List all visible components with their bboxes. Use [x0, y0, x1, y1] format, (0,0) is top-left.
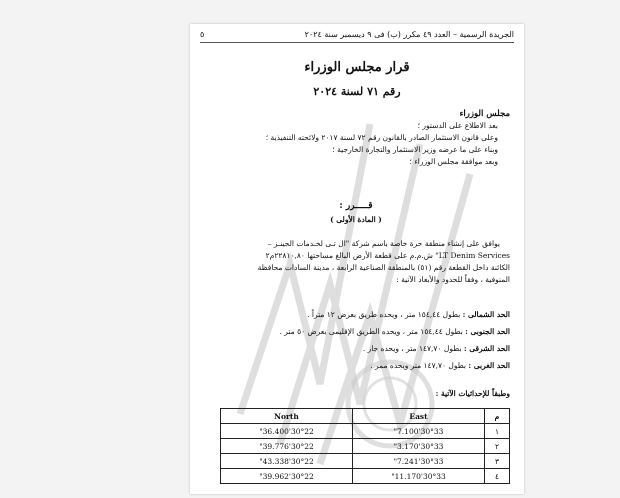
preamble-line: وبعد موافقة مجلس الوزراء ؛: [409, 157, 498, 166]
col-east-header: East: [353, 409, 485, 424]
preamble-line: وعلى قانون الاستثمار الصادر بالقانون رقم ٧٢ لسنة ٢٠١٧ ولائحته التنفيذية ؛: [265, 133, 498, 142]
paragraph-line: يوافق على إنشاء منطقة حرة خاصة باسم شركة "ال تـى لخـدمات الجينـز –: [267, 239, 500, 248]
boundary-east: الحد الشرقى : بطول ١٤٧,٧٠ متر ، ويحده جار .: [362, 344, 510, 353]
boundary-west: الحد الغربى : بطول ١٤٧,٧٠ متر ويحده ممر .: [370, 361, 510, 370]
boundary-north: الحد الشمالى : بطول ١٥٤,٤٤ متر ، ويحده طريق بعرض ١٢ متراً .: [307, 310, 510, 319]
preamble-line: بعد الاطلاع على الدستور ؛: [417, 121, 498, 130]
paragraph-line: الكائنة داخل القطعة رقم (٥١) بالمنطقة الصناعية الرابعة ، مدينة السادات محافظة: [257, 263, 510, 272]
preamble: [202, 108, 510, 168]
journal-title: الجريدة الرسمية – العدد ٤٩ مكرر (ب) فى ٩ ديسمبر سنة ٢٠٢٤: [304, 30, 514, 39]
article-paragraph: [202, 238, 510, 286]
page-number: ٥: [200, 30, 205, 39]
decree-number: رقم ٧١ لسنة ٢٠٢٤: [313, 85, 401, 98]
boundary-south: الحد الجنوبى : بطول ١٥٤,٤٤ متر ، ويحده الطريق الإقليمى بعرض ٥٠ متر .: [279, 327, 510, 336]
journal-header: [200, 30, 514, 43]
table-row: ٢ 30°33'3.170" 30°22'39.776": [221, 439, 510, 454]
table-header-row: [221, 409, 510, 424]
coordinates-intro: وطبقاً للإحداثيات الآتية :: [435, 389, 510, 398]
boundaries-list: [202, 306, 510, 374]
table-row: ١ 30°33'7.100" 30°22'36.400": [221, 424, 510, 439]
table-row: ٣ 30°33'7.241" 30°22'43.338": [221, 454, 510, 469]
preamble-line: وبناء على ما عرضه وزير الاستثمار والتجارة الخارجية ؛: [332, 145, 498, 154]
col-north-header: North: [221, 409, 353, 424]
preamble-heading: مجلس الوزراء: [459, 109, 510, 119]
decision-heading: قـــــرر :: [339, 201, 373, 211]
paragraph-line: المنوفية ، وفقاً للحدود والأبعاد الآتية :: [396, 275, 510, 284]
paragraph-line: LT Denim Services" ش.م.م على قطعة الأرض البالغ مساحتها ٢٢٨١٠,٨٠م٢: [265, 251, 510, 260]
col-index-header: م: [485, 409, 510, 424]
coordinates-table: [220, 408, 510, 484]
decree-title: قرار مجلس الوزراء: [304, 60, 410, 75]
article-heading: ( المادة الأولى ): [330, 215, 382, 224]
document-page: [190, 24, 524, 494]
table-row: ٤ 30°33'11.170" 30°22'39.962": [221, 469, 510, 484]
